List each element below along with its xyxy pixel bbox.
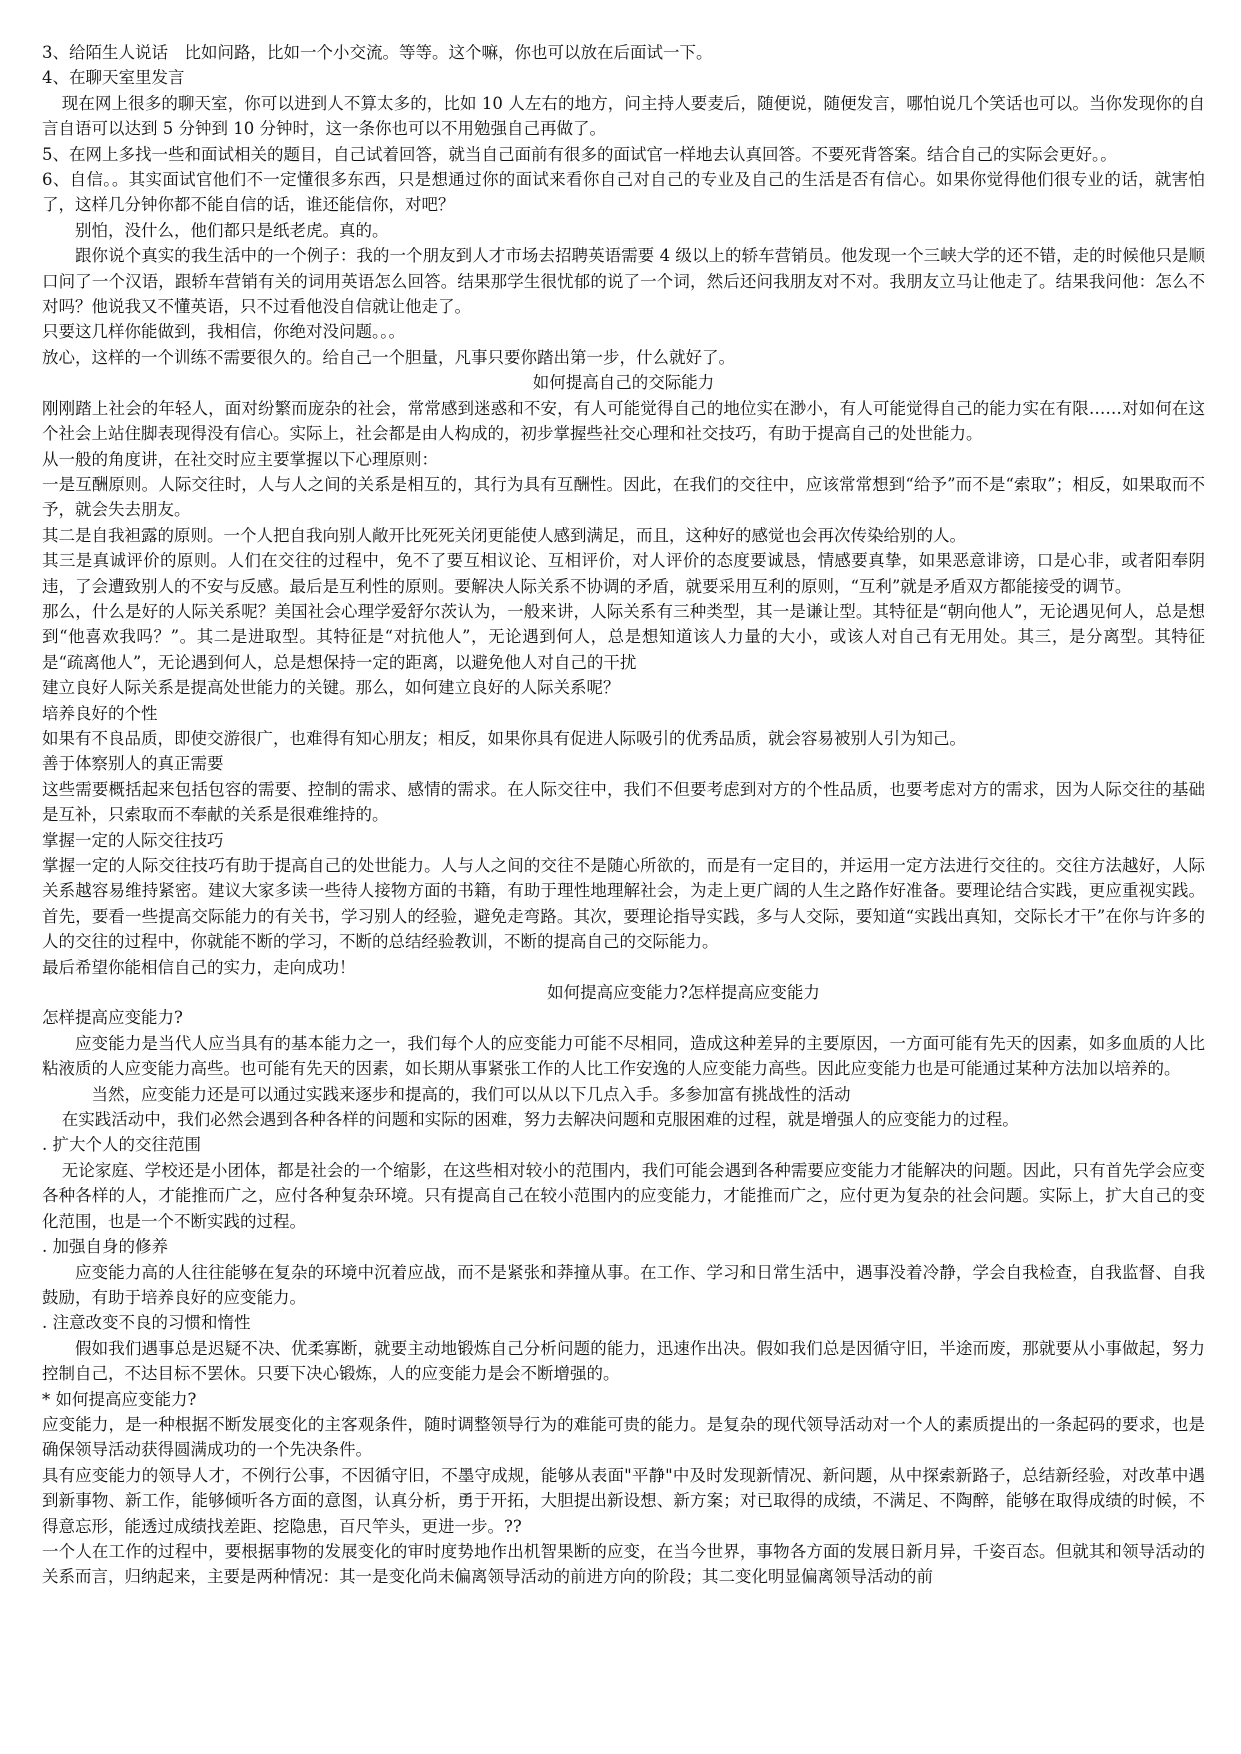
paragraph: 跟你说个真实的我生活中的一个例子：我的一个朋友到人才市场去招聘英语需要 4 级以上的轿车营销员。他发现一个三峡大学的还不错，走的时候他只是顺口问了一个汉语，跟轿车营销有关的词用英语怎么回答。结果那学生很忧郁的说了一个词，然后还问我朋友对不对。我朋友立马让他走了。结果我问他：怎么不对吗？他说我又不懂英语，只不过看他没自信就让他走了。 bbox=[42, 246, 1205, 317]
paragraph: * 如何提高应变能力? bbox=[42, 1389, 197, 1409]
paragraph: 如果有不良品质，即使交游很广，也难得有知心朋友；相反，如果你具有促进人际吸引的优秀品质，就会容易被别人引为知己。 bbox=[42, 728, 966, 748]
paragraph: 培养良好的个性 bbox=[42, 703, 158, 723]
paragraph: . 注意改变不良的习惯和惰性 bbox=[42, 1313, 251, 1333]
paragraph: 只要这几样你能做到，我相信，你绝对没问题。。。 bbox=[42, 322, 405, 342]
paragraph: 这些需要概括起来包括包容的需要、控制的需求、感情的需求。在人际交往中，我们不但要考虑到对方的个性品质，也要考虑对方的需求，因为人际交往的基础是互补，只索取而不奉献的关系是很难维持的。 bbox=[42, 779, 1205, 825]
paragraph: 其三是真诚评价的原则。人们在交往的过程中，免不了要互相议论、互相评价，对人评价的态度要诚恳，情感要真挚，如果恶意诽谤，口是心非，或者阳奉阴违，了会遭致别人的不安与反感。最后是互利性的原则。要解决人际关系不协调的矛盾，就要采用互利的原则，“互利”就是矛盾双方都能接受的调节。 bbox=[42, 551, 1205, 596]
paragraph: 6、自信。。其实面试官他们不一定懂很多东西，只是想通过你的面试来看你自己对自己的专业及自己的生活是否有信心。如果你觉得他们很专业的话，就害怕了，这样几分钟你都不能自信的话，谁还能信你，对吧？ bbox=[42, 170, 1205, 215]
paragraph: 当然，应变能力还是可以通过实践来逐步和提高的，我们可以从以下几点入手。多参加富有挑战性的活动 bbox=[91, 1084, 851, 1104]
paragraph: 善于体察别人的真正需要 bbox=[42, 754, 224, 774]
paragraph: 无论家庭、学校还是小团体，都是社会的一个缩影，在这些相对较小的范围内，我们可能会遇到各种需要应变能力才能解决的问题。因此，只有首先学会应变各种各样的人，才能推而广之，应付各种复杂环境。只有提高自己在较小范围内的应变能力，才能推而广之，应付更为复杂的社会问题。实际上，扩大自己的变化范围，也是一个不断实践的过程。 bbox=[42, 1160, 1205, 1231]
paragraph: 在实践活动中，我们必然会遇到各种各样的问题和实际的困难，努力去解决问题和克服困难的过程，就是增强人的应变能力的过程。 bbox=[61, 1110, 1019, 1130]
paragraph: 一是互酬原则。人际交往时，人与人之间的关系是相互的，其行为具有互酬性。因此，在我们的交往中，应该常常想到“给予”而不是“索取”；相反，如果取而不予，就会失去朋友。 bbox=[42, 474, 1205, 520]
paragraph: 4、在聊天室里发言 bbox=[42, 68, 185, 88]
paragraph: 放心，这样的一个训练不需要很久的。给自己一个胆量，凡事只要你踏出第一步，什么就好了。 bbox=[42, 347, 735, 367]
paragraph: 5、在网上多找一些和面试相关的题目，自己试着回答，就当自己面前有很多的面试官一样地去认真回答。不要死背答案。结合自己的实际会更好。。 bbox=[42, 144, 1117, 164]
paragraph: . 扩大个人的交往范围 bbox=[42, 1135, 201, 1155]
paragraph: 建立良好人际关系是提高处世能力的关键。那么，如何建立良好的人际关系呢？ bbox=[42, 678, 620, 698]
paragraph: 从一般的角度讲，在社交时应主要掌握以下心理原则： bbox=[42, 449, 438, 469]
paragraph: 刚刚踏上社会的年轻人，面对纷繁而庞杂的社会，常常感到迷惑和不安，有人可能觉得自己的地位实在渺小，有人可能觉得自己的能力实在有限……对如何在这个社会上站住脚表现得没有信心。实际上，社会都是由人构成的，初步掌握些社交心理和社交技巧，有助于提高自己的处世能力。 bbox=[42, 398, 1205, 444]
paragraph: 掌握一定的人际交往技巧有助于提高自己的处世能力。人与人之间的交往不是随心所欲的，而是有一定目的，并运用一定方法进行交往的。交往方法越好，人际关系越容易维持紧密。建议大家多读一些待人接物方面的书籍，有助于理性地理解社会，为走上更广阔的人生之路作好准备。要理论结合实践，更应重视实践。首先，要看一些提高交际能力的有关书，学习别人的经验，避免走弯路。其次，要理论指导实践，多与人交际，要知道“实践出真知，交际长才干”在你与许多的人的交往的过程中，你就能不断的学习，不断的总结经验教训，不断的提高自己的交际能力。 bbox=[42, 856, 1205, 952]
paragraph: . 加强自身的修养 bbox=[42, 1237, 168, 1257]
paragraph: 应变能力高的人往往能够在复杂的环境中沉着应战，而不是紧张和莽撞从事。在工作、学习和日常生活中，遇事没着冷静，学会自我检查，自我监督、自我鼓励，有助于培养良好的应变能力。 bbox=[42, 1262, 1205, 1307]
paragraph: 一个人在工作的过程中，要根据事物的发展变化的审时度势地作出机智果断的应变，在当今世界，事物各方面的发展日新月异，千姿百态。但就其和领导活动的关系而言，归纳起来，主要是两种情况：其一是变化尚未偏离领导活动的前进方向的阶段；其二变化明显偏离领导活动的前 bbox=[42, 1541, 1205, 1587]
section-heading: 如何提高自己的交际能力 bbox=[532, 373, 715, 393]
paragraph: 3、给陌生人说话 比如问路，比如一个小交流。等等。这个嘛，你也可以放在后面试一下。 bbox=[42, 43, 713, 62]
paragraph: 现在网上很多的聊天室，你可以进到人不算太多的，比如 10 人左右的地方，问主持人要麦后，随便说，随便发言，哪怕说几个笑话也可以。当你发现你的自言自语可以达到 5 分钟到 10 分钟时，这一条你也可以不用勉强自己再做了。 bbox=[42, 93, 1205, 139]
paragraph: 其二是自我袒露的原则。一个人把自我向别人敞开比死死关闭更能使人感到满足，而且，这种好的感觉也会再次传染给别的人。 bbox=[42, 525, 966, 545]
paragraph: 具有应变能力的领导人才，不例行公事，不因循守旧，不墨守成规，能够从表面"平静"中及时发现新情况、新问题，从中探索新路子，总结新经验，对改革中遇到新事物、新工作，能够倾听各方面的意图，认真分析，勇于开拓，大胆提出新设想、新方案；对已取得的成绩，不满足、不陶醉，能够在取得成绩的时候，不得意忘形，能透过成绩找差距、挖隐患，百尺竿头，更进一步。?? bbox=[42, 1465, 1205, 1536]
paragraph: 最后希望你能相信自己的实力，走向成功！ bbox=[42, 957, 356, 977]
section-heading: 如何提高应变能力?怎样提高应变能力 bbox=[547, 983, 820, 1003]
paragraph: 应变能力是当代人应当具有的基本能力之一，我们每个人的应变能力可能不尽相同，造成这种差异的主要原因，一方面可能有先天的因素，如多血质的人比粘液质的人应变能力高些。也可能有先天的因素，如长期从事紧张工作的人比工作安逸的人应变能力高些。因此应变能力也是可能通过某种方法加以培养的。 bbox=[42, 1033, 1205, 1079]
paragraph: 应变能力，是一种根据不断发展变化的主客观条件，随时调整领导行为的难能可贵的能力。是复杂的现代领导活动对一个人的素质提出的一条起码的要求，也是确保领导活动获得圆满成功的一个先决条件。 bbox=[42, 1414, 1205, 1460]
paragraph: 假如我们遇事总是迟疑不决、优柔寡断，就要主动地锻炼自己分析问题的能力，迅速作出决。假如我们总是因循守旧，半途而废，那就要从小事做起，努力控制自己，不达目标不罢休。只要下决心锻炼，人的应变能力是会不断增强的。 bbox=[42, 1338, 1205, 1384]
paragraph: 那么，什么是好的人际关系呢？美国社会心理学爱舒尔茨认为，一般来讲，人际关系有三种类型，其一是谦让型。其特征是“朝向他人”，无论遇见何人，总是想到“他喜欢我吗？”。其二是进取型。其特征是“对抗他人”，无论遇到何人，总是想知道该人力量的大小，或该人对自己有无用处。其三，是分离型。其特征是“疏离他人”，无论遇到何人，总是想保持一定的距离，以避免他人对自己的干扰 bbox=[42, 601, 1205, 672]
paragraph: 怎样提高应变能力? bbox=[42, 1008, 183, 1028]
paragraph: 别怕，没什么，他们都只是纸老虎。真的。 bbox=[75, 220, 389, 240]
paragraph: 掌握一定的人际交往技巧 bbox=[42, 830, 224, 850]
